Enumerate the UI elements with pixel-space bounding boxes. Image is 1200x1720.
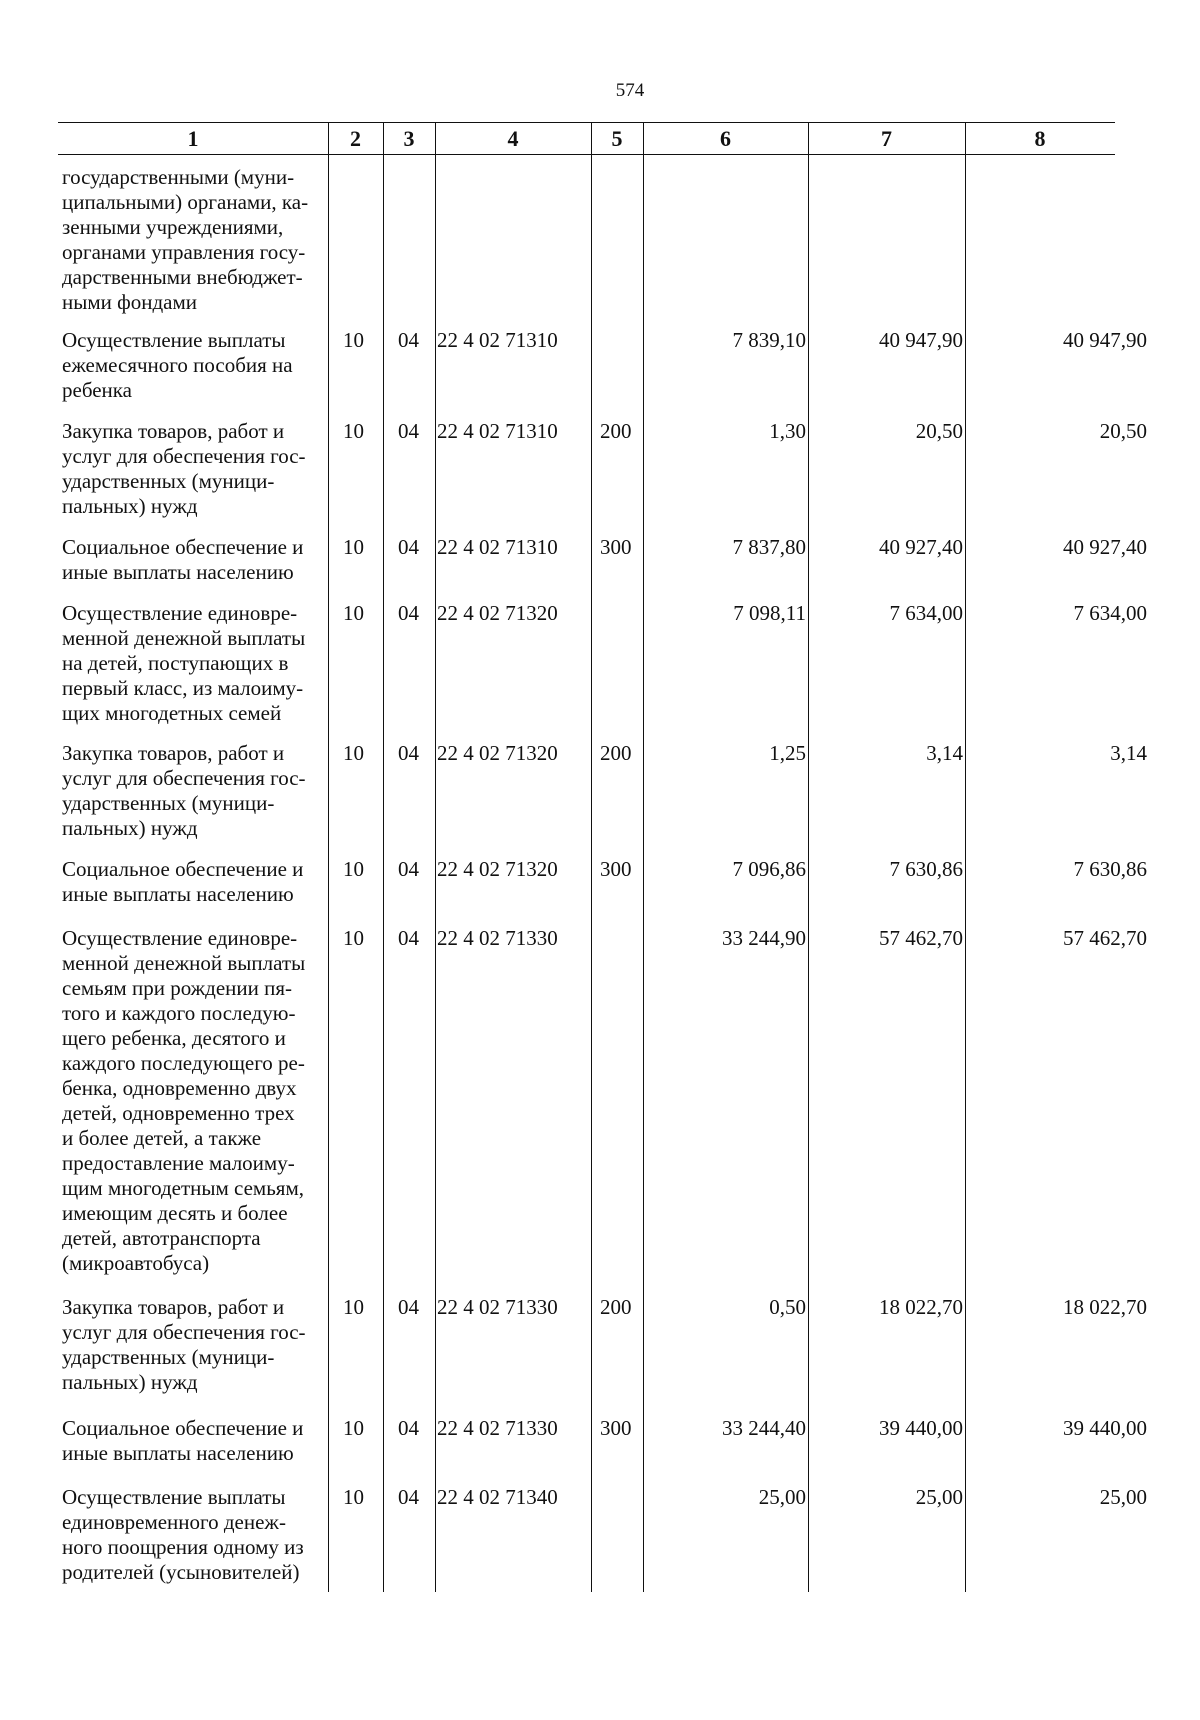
table-header-rule — [58, 154, 1115, 155]
row-subsection: 04 — [398, 601, 419, 625]
row-amount-col6: 25,00 — [758, 1485, 806, 1509]
row-amount-col8: 18 022,70 — [1063, 1295, 1147, 1319]
row-amount-col6: 0,50 — [769, 1295, 806, 1319]
row-section: 10 — [343, 1295, 364, 1319]
row-subsection: 04 — [398, 926, 419, 950]
row-amount-col6: 1,30 — [769, 419, 806, 443]
row-name: Социальное обеспечение и иные выплаты населению — [62, 535, 304, 584]
row-amount-col8: 20,50 — [1099, 419, 1147, 443]
row-amount-col6: 33 244,40 — [722, 1416, 806, 1440]
row-amount-col6: 7 098,11 — [733, 601, 806, 625]
row-target-code: 22 4 02 71330 — [437, 1295, 558, 1319]
row-subsection: 04 — [398, 1485, 419, 1509]
table-top-rule — [58, 122, 1115, 123]
row-section: 10 — [343, 419, 364, 443]
row-expense-type: 200 — [600, 1295, 632, 1319]
row-subsection: 04 — [398, 1295, 419, 1319]
column-divider — [808, 122, 809, 1592]
row-subsection: 04 — [398, 535, 419, 559]
header-col-5: 5 — [611, 126, 623, 151]
row-name: Закупка товаров, работ и услуг для обеспечения гос- ударственных (муници- пальных) нужд — [62, 741, 306, 840]
row-name: Закупка товаров, работ и услуг для обеспечения гос- ударственных (муници- пальных) нужд — [62, 1295, 306, 1394]
row-section: 10 — [343, 1416, 364, 1440]
row-target-code: 22 4 02 71310 — [437, 535, 558, 559]
row-amount-col6: 1,25 — [769, 741, 806, 765]
row-amount-col8: 57 462,70 — [1063, 926, 1147, 950]
row-name: Закупка товаров, работ и услуг для обеспечения гос- ударственных (муници- пальных) нужд — [62, 419, 306, 518]
row-section: 10 — [343, 741, 364, 765]
row-amount-col8: 40 927,40 — [1063, 535, 1147, 559]
row-expense-type: 200 — [600, 419, 632, 443]
row-amount-col7: 7 630,86 — [889, 857, 963, 881]
row-section: 10 — [343, 328, 364, 352]
row-amount-col7: 7 634,00 — [889, 601, 963, 625]
row-section: 10 — [343, 535, 364, 559]
header-col-6: 6 — [720, 126, 731, 151]
row-amount-col8: 25,00 — [1099, 1485, 1147, 1509]
row-amount-col7: 18 022,70 — [879, 1295, 963, 1319]
row-section: 10 — [343, 926, 364, 950]
row-amount-col8: 7 630,86 — [1073, 857, 1147, 881]
row-amount-col8: 7 634,00 — [1073, 601, 1147, 625]
row-subsection: 04 — [398, 419, 419, 443]
header-col-8: 8 — [1034, 126, 1046, 151]
column-divider — [643, 122, 644, 1592]
row-target-code: 22 4 02 71320 — [437, 857, 558, 881]
row-name: Осуществление единовре- менной денежной выплаты семьям при рождении пя- того и каждого последую- щего ребенка, десятого и каждого последующего ре- бенка, одновременно двух детей, одновременно трех и более детей, а также предоставление малоиму- щим многодетным семьям, имеющим десять и более детей, автотранспорта (микроавтобуса) — [62, 926, 306, 1275]
row-name: Осуществление выплаты ежемесячного пособия на ребенка — [62, 328, 293, 402]
header-col-1: 1 — [187, 126, 199, 151]
row-expense-type: 200 — [600, 741, 632, 765]
row-amount-col7: 39 440,00 — [879, 1416, 963, 1440]
row-target-code: 22 4 02 71330 — [437, 926, 558, 950]
row-amount-col7: 3,14 — [926, 741, 963, 765]
row-target-code: 22 4 02 71320 — [437, 741, 558, 765]
row-name: государственными (муни- ципальными) органами, ка- зенными учреждениями, органами управления госу- дарственными внебюджет- ными фондами — [62, 165, 309, 314]
row-expense-type: 300 — [600, 1416, 632, 1440]
row-name: Социальное обеспечение и иные выплаты населению — [62, 857, 304, 906]
row-section: 10 — [343, 857, 364, 881]
row-target-code: 22 4 02 71340 — [437, 1485, 558, 1509]
row-subsection: 04 — [398, 1416, 419, 1440]
column-divider — [383, 122, 384, 1592]
header-col-7: 7 — [881, 126, 892, 151]
row-amount-col7: 20,50 — [915, 419, 963, 443]
row-target-code: 22 4 02 71310 — [437, 328, 558, 352]
row-subsection: 04 — [398, 328, 419, 352]
column-divider — [965, 122, 966, 1592]
row-amount-col8: 40 947,90 — [1063, 328, 1147, 352]
row-amount-col6: 33 244,90 — [722, 926, 806, 950]
row-amount-col7: 57 462,70 — [879, 926, 963, 950]
header-col-3: 3 — [403, 126, 415, 151]
row-amount-col7: 40 947,90 — [879, 328, 963, 352]
row-name: Осуществление выплаты единовременного денеж- ного поощрения одному из родителей (усыновителей) — [62, 1485, 304, 1584]
column-divider — [435, 122, 436, 1592]
row-subsection: 04 — [398, 741, 419, 765]
column-divider — [328, 122, 329, 1592]
row-subsection: 04 — [398, 857, 419, 881]
row-expense-type: 300 — [600, 535, 632, 559]
row-name: Социальное обеспечение и иные выплаты населению — [62, 1416, 304, 1465]
row-section: 10 — [343, 1485, 364, 1509]
row-amount-col8: 3,14 — [1110, 741, 1147, 765]
column-divider — [591, 122, 592, 1592]
row-amount-col6: 7 096,86 — [732, 857, 806, 881]
row-amount-col7: 40 927,40 — [879, 535, 963, 559]
row-target-code: 22 4 02 71310 — [437, 419, 558, 443]
row-amount-col6: 7 839,10 — [732, 328, 806, 352]
row-name: Осуществление единовре- менной денежной выплаты на детей, поступающих в первый класс, из малоиму- щих многодетных семей — [62, 601, 306, 725]
page-number: 574 — [615, 80, 645, 101]
header-col-4: 4 — [507, 126, 519, 151]
row-amount-col8: 39 440,00 — [1063, 1416, 1147, 1440]
row-amount-col7: 25,00 — [915, 1485, 963, 1509]
row-section: 10 — [343, 601, 364, 625]
row-target-code: 22 4 02 71320 — [437, 601, 558, 625]
row-target-code: 22 4 02 71330 — [437, 1416, 558, 1440]
row-amount-col6: 7 837,80 — [732, 535, 806, 559]
row-expense-type: 300 — [600, 857, 632, 881]
header-col-2: 2 — [350, 126, 361, 151]
